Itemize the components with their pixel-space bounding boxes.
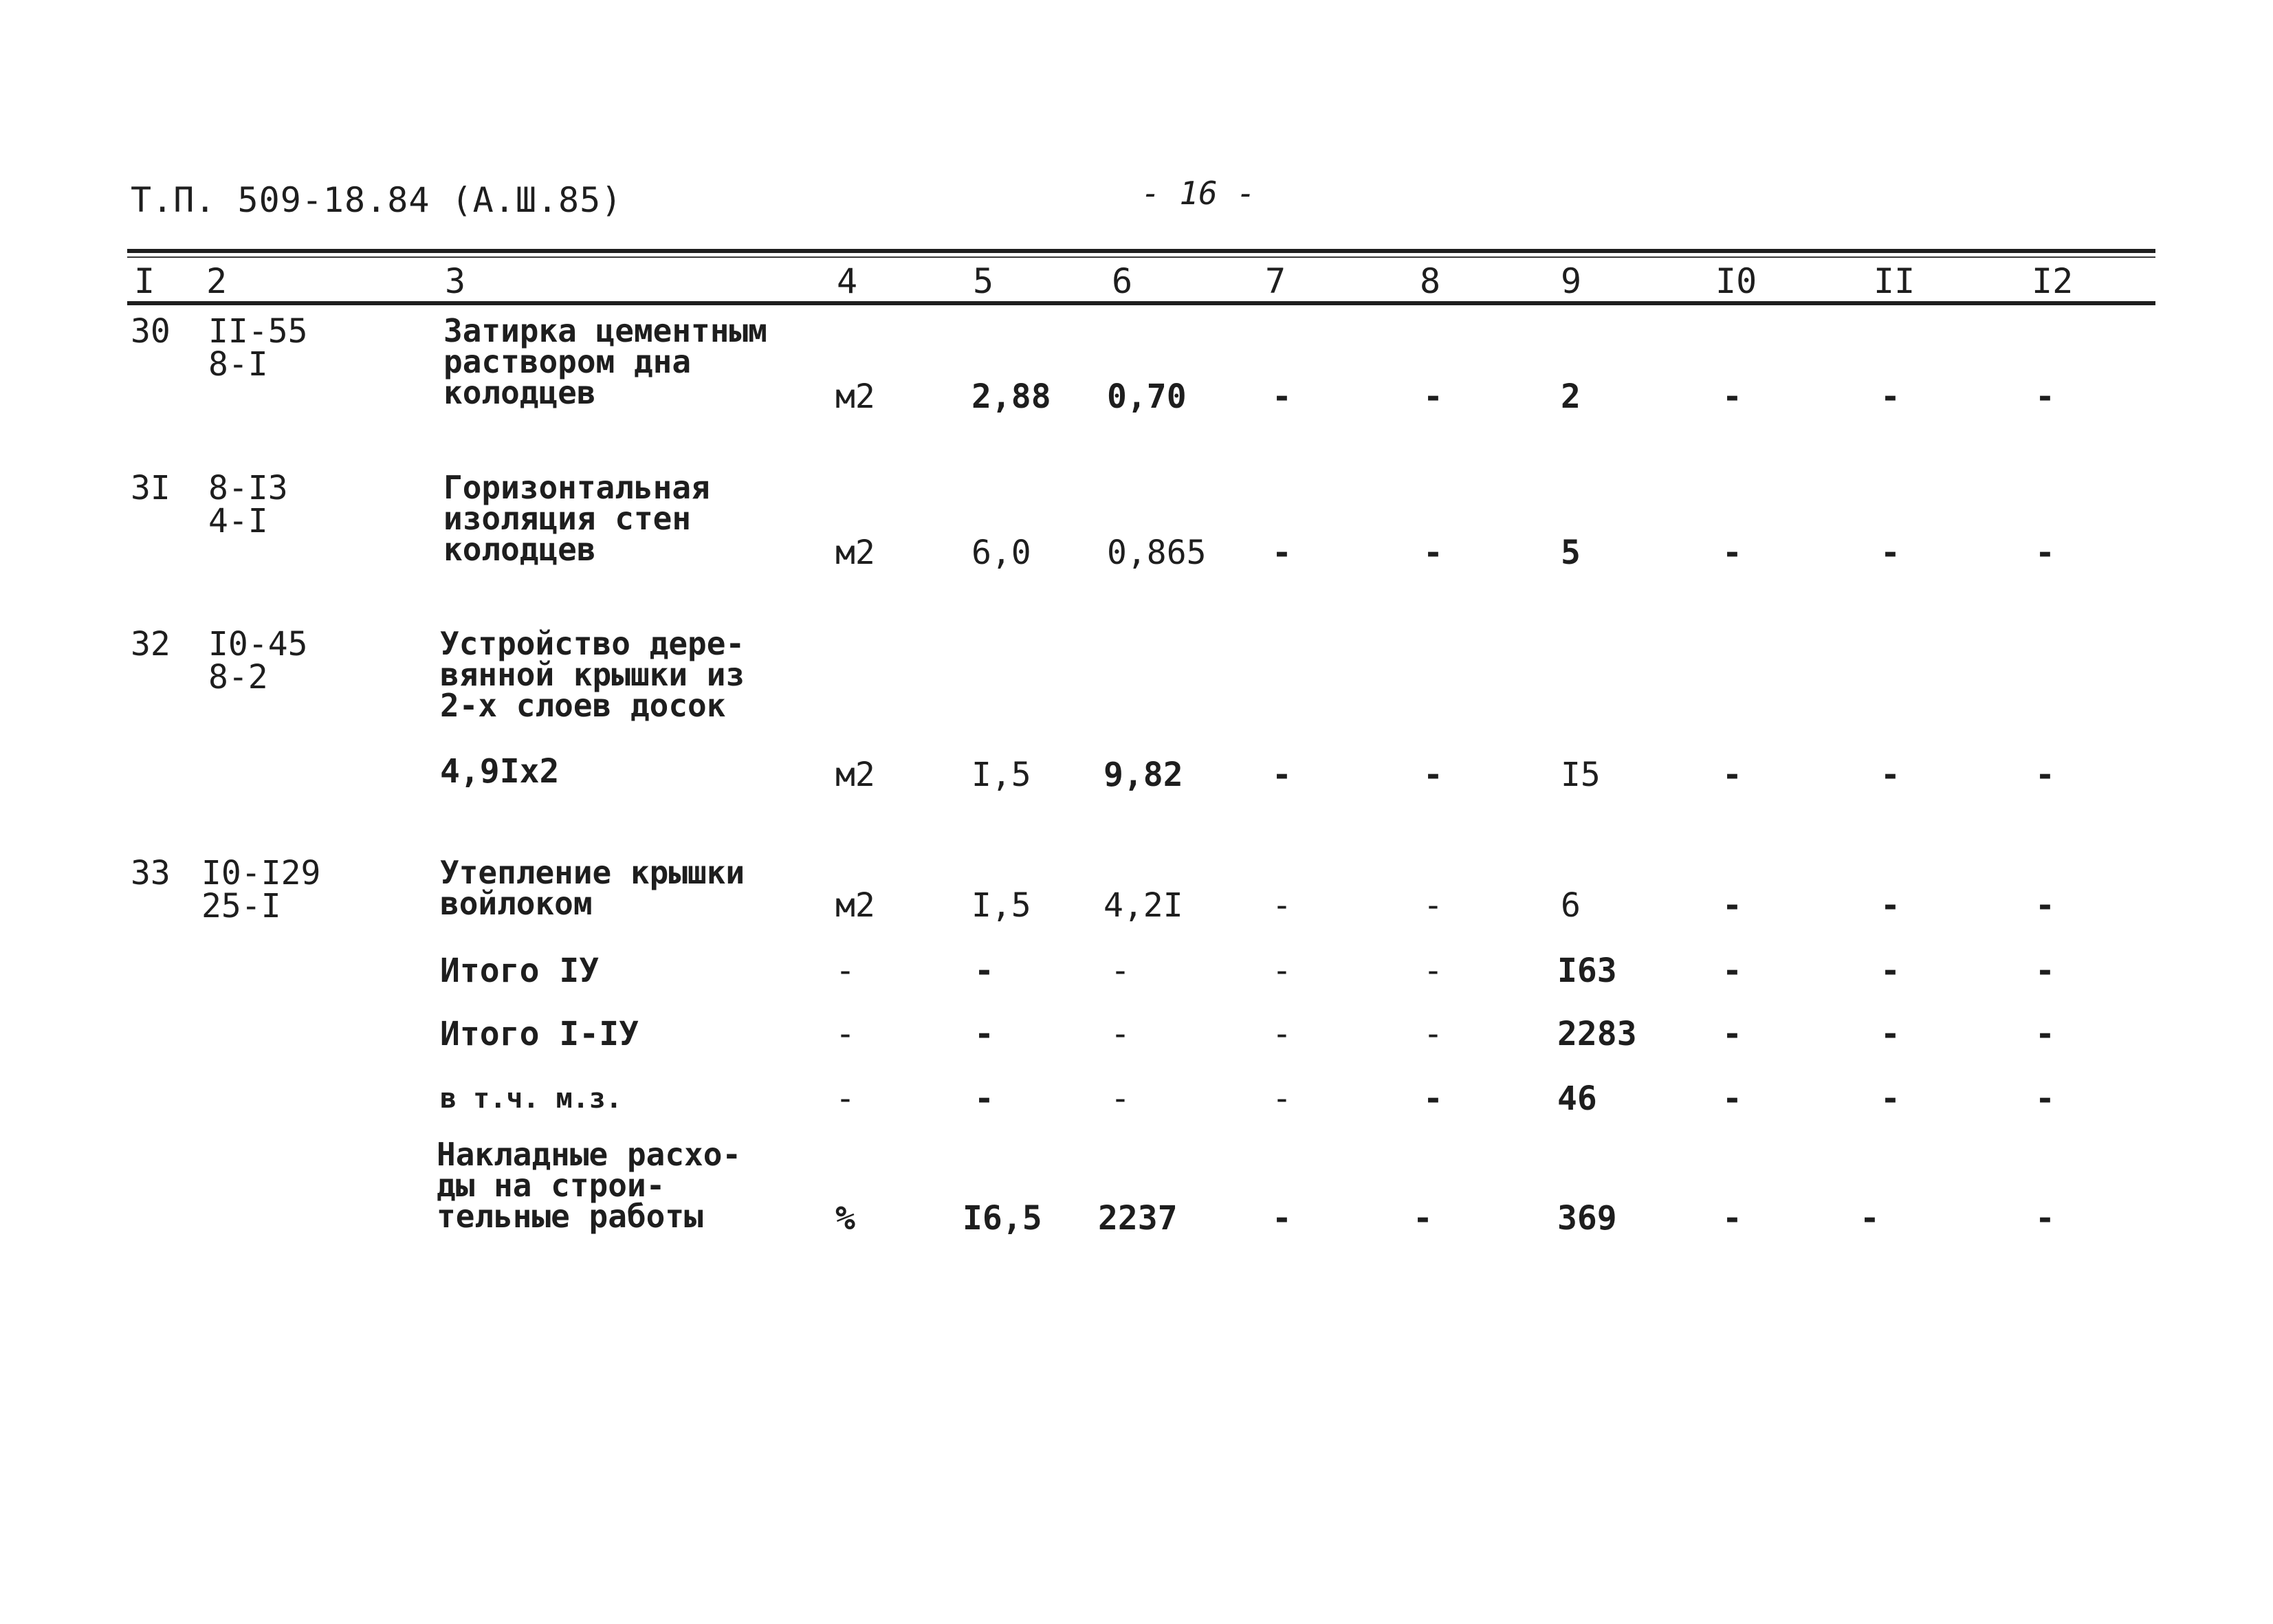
col8-value: - bbox=[1423, 377, 1443, 416]
column-number-12: I2 bbox=[2032, 261, 2074, 301]
col12-value: - bbox=[2035, 1199, 2055, 1238]
total-cost: I5 bbox=[1561, 756, 1601, 794]
work-description-line: вянной крышки из bbox=[440, 656, 745, 693]
quantity: 2,88 bbox=[971, 377, 1051, 416]
col8-value: - bbox=[1423, 534, 1443, 572]
dimension-formula: 4,9Iх2 bbox=[440, 752, 560, 791]
column-number-8: 8 bbox=[1420, 261, 1441, 301]
total-cost: 46 bbox=[1557, 1079, 1597, 1118]
col5-value: - bbox=[974, 952, 994, 990]
unit-price: 9,82 bbox=[1103, 756, 1183, 794]
col12-value: - bbox=[2035, 377, 2055, 416]
work-description-line: раствором дна bbox=[443, 343, 692, 380]
col12-value: - bbox=[2035, 756, 2055, 794]
table-top-rule-thin bbox=[127, 256, 2155, 258]
header-bottom-rule bbox=[127, 301, 2155, 305]
norm-code: 8-I3 bbox=[208, 469, 288, 507]
col6-value: - bbox=[1110, 1015, 1130, 1053]
col10-value: - bbox=[1722, 377, 1742, 416]
col10-value: - bbox=[1722, 1015, 1742, 1053]
col11-value: - bbox=[1880, 952, 1900, 990]
total-cost: 5 bbox=[1561, 534, 1581, 572]
unit: м2 bbox=[835, 377, 875, 416]
overhead-description-line: ды на строи- bbox=[437, 1167, 666, 1204]
page-header bbox=[0, 165, 2273, 220]
work-description-line: колодцев bbox=[443, 374, 596, 411]
work-description-line: 2-х слоев досок bbox=[440, 687, 726, 724]
column-number-7: 7 bbox=[1265, 261, 1286, 301]
column-number-10: I0 bbox=[1715, 261, 1757, 301]
quantity: 6,0 bbox=[971, 534, 1031, 572]
col7-value: - bbox=[1272, 1079, 1292, 1118]
overhead-description-line: Накладные расхо- bbox=[437, 1136, 742, 1173]
overhead-description-line: тельные работы bbox=[437, 1198, 703, 1235]
norm-code-sub: 8-I bbox=[208, 345, 268, 384]
col10-value: - bbox=[1722, 534, 1742, 572]
col5-value: - bbox=[974, 1079, 994, 1118]
work-description-line: Затирка цементным bbox=[443, 312, 767, 349]
unit-price: 0,70 bbox=[1107, 377, 1187, 416]
col12-value: - bbox=[2035, 1015, 2055, 1053]
col7-value: - bbox=[1272, 1199, 1292, 1238]
col11-value: - bbox=[1880, 377, 1900, 416]
col11-value: - bbox=[1880, 534, 1900, 572]
total-cost: 2 bbox=[1561, 377, 1581, 416]
col7-value: - bbox=[1272, 377, 1292, 416]
row-number: 30 bbox=[131, 312, 171, 351]
col11-value: - bbox=[1880, 756, 1900, 794]
row-number: 33 bbox=[131, 854, 171, 892]
total-cost: 2283 bbox=[1557, 1015, 1637, 1053]
col11-value: - bbox=[1880, 1079, 1900, 1118]
col10-value: - bbox=[1722, 1079, 1742, 1118]
col10-value: - bbox=[1722, 952, 1742, 990]
column-number-6: 6 bbox=[1112, 261, 1133, 301]
document-code: Т.П. 509-18.84 (А.Ш.85) bbox=[131, 180, 623, 220]
total-cost: 6 bbox=[1561, 886, 1581, 925]
work-description-line: изоляция стен bbox=[443, 500, 692, 537]
col11-value: - bbox=[1880, 1015, 1900, 1053]
col12-value: - bbox=[2035, 534, 2055, 572]
work-description-line: Горизонтальная bbox=[443, 469, 710, 506]
norm-code: I0-45 bbox=[208, 625, 308, 663]
norm-code: I0-I29 bbox=[201, 854, 321, 892]
subtotal-label: Итого IУ bbox=[440, 952, 600, 990]
page-number: - 16 - bbox=[1141, 175, 1256, 212]
col8-value: - bbox=[1423, 756, 1443, 794]
unit-price: 0,865 bbox=[1107, 534, 1207, 572]
table-top-rule bbox=[127, 249, 2155, 253]
work-description-line: Утепление крышки bbox=[440, 854, 745, 891]
percent-unit: % bbox=[835, 1199, 855, 1238]
row-number: 3I bbox=[131, 469, 171, 507]
column-number-2: 2 bbox=[206, 261, 228, 301]
col11-value: - bbox=[1860, 1199, 1880, 1238]
col12-value: - bbox=[2035, 886, 2055, 925]
unit: м2 bbox=[835, 756, 875, 794]
column-number-row bbox=[127, 261, 2155, 301]
overhead-rate: I6,5 bbox=[963, 1199, 1042, 1238]
column-number-3: 3 bbox=[445, 261, 466, 301]
col10-value: - bbox=[1722, 1199, 1742, 1238]
unit: м2 bbox=[835, 886, 875, 925]
unit-price: 4,2I bbox=[1103, 886, 1183, 925]
col8-value: - bbox=[1423, 886, 1443, 925]
subtotal-label: Итого I-IУ bbox=[440, 1015, 639, 1053]
norm-code-sub: 4-I bbox=[208, 502, 268, 540]
overhead-base: 2237 bbox=[1098, 1199, 1178, 1238]
norm-code-sub: 25-I bbox=[201, 887, 281, 925]
col8-value: - bbox=[1423, 1015, 1443, 1053]
norm-code: II-55 bbox=[208, 312, 308, 351]
col10-value: - bbox=[1722, 886, 1742, 925]
col7-value: - bbox=[1272, 952, 1292, 990]
col4-value: - bbox=[835, 952, 855, 990]
col7-value: - bbox=[1272, 534, 1292, 572]
col6-value: - bbox=[1110, 952, 1130, 990]
col12-value: - bbox=[2035, 952, 2055, 990]
col7-value: - bbox=[1272, 886, 1292, 925]
col7-value: - bbox=[1272, 1015, 1292, 1053]
subtotal-label: в т.ч. м.з. bbox=[440, 1083, 622, 1115]
column-number-11: II bbox=[1874, 261, 1915, 301]
overhead-cost: 369 bbox=[1557, 1199, 1617, 1238]
unit: м2 bbox=[835, 534, 875, 572]
column-number-9: 9 bbox=[1561, 261, 1582, 301]
work-description-line: колодцев bbox=[443, 531, 596, 568]
column-number-5: 5 bbox=[973, 261, 994, 301]
column-number-1: I bbox=[134, 261, 155, 301]
col8-value: - bbox=[1423, 1079, 1443, 1118]
column-number-4: 4 bbox=[837, 261, 858, 301]
work-description-line: войлоком bbox=[440, 885, 593, 922]
norm-code-sub: 8-2 bbox=[208, 658, 268, 696]
work-description-line: Устройство дере- bbox=[440, 625, 745, 662]
col6-value: - bbox=[1110, 1079, 1130, 1118]
col8-value: - bbox=[1413, 1199, 1433, 1238]
row-number: 32 bbox=[131, 625, 171, 663]
col12-value: - bbox=[2035, 1079, 2055, 1118]
col4-value: - bbox=[835, 1015, 855, 1053]
col8-value: - bbox=[1423, 952, 1443, 990]
quantity: I,5 bbox=[971, 756, 1031, 794]
col4-value: - bbox=[835, 1079, 855, 1118]
col5-value: - bbox=[974, 1015, 994, 1053]
col7-value: - bbox=[1272, 756, 1292, 794]
quantity: I,5 bbox=[971, 886, 1031, 925]
col11-value: - bbox=[1880, 886, 1900, 925]
col10-value: - bbox=[1722, 756, 1742, 794]
total-cost: I63 bbox=[1557, 952, 1617, 990]
